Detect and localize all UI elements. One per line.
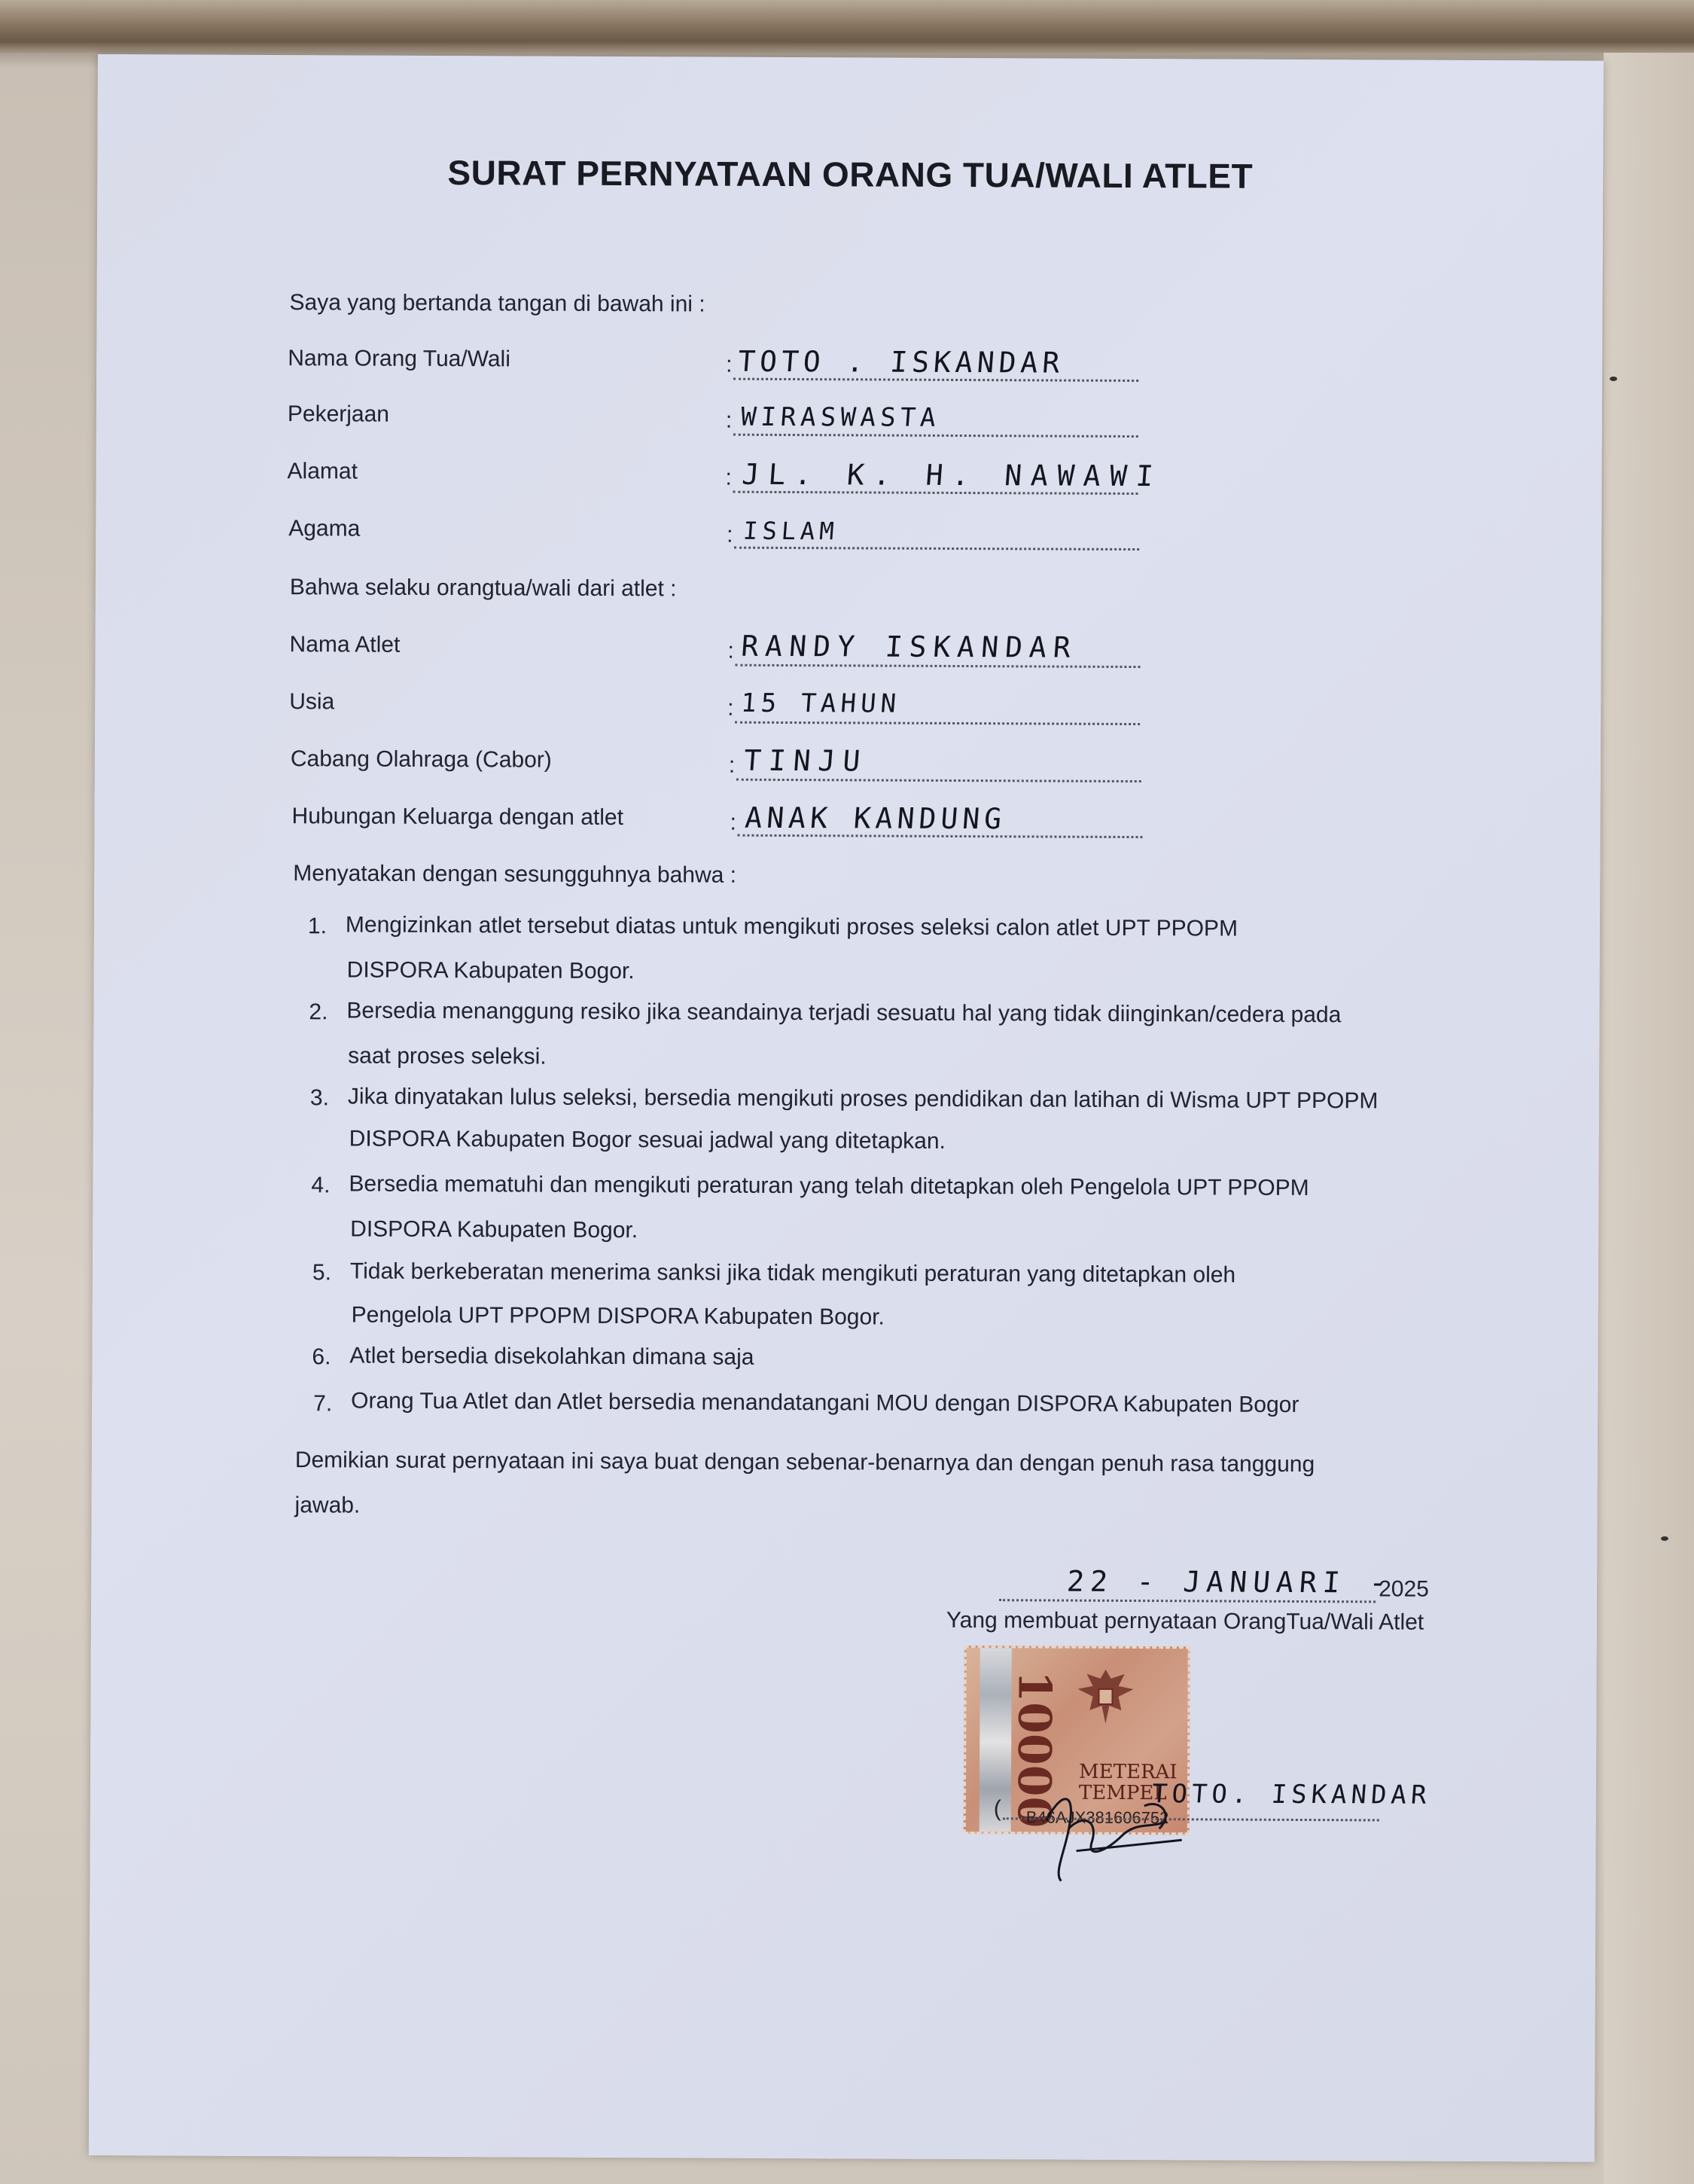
statement-number: 7. [313, 1391, 333, 1417]
stamp-label-line: METERAI [1078, 1760, 1178, 1784]
statement-line: Bersedia mematuhi dan mengikuti peraturan yang telah ditetapkan oleh Pengelola UPT PPOPM [349, 1171, 1309, 1201]
statement-line: Bersedia menanggung resiko jika seandainya terjadi sesuatu hal yang tidak diinginkan/cedera pada [346, 998, 1342, 1028]
stamp-value: 10000 [1007, 1670, 1061, 1829]
statement-line: DISPORA Kabupaten Bogor. [346, 957, 635, 984]
field-dotted-line [734, 547, 1139, 551]
intro-text: Saya yang bertanda tangan di bawah ini : [289, 290, 705, 317]
closing-paragraph-line: jawab. [294, 1493, 361, 1518]
field-dotted-line [735, 664, 1140, 668]
field-label-age: Usia [289, 689, 335, 715]
field-colon: : [727, 695, 734, 721]
date-handwritten: 22 - JANUARI - [1065, 1564, 1394, 1600]
field-colon: : [727, 522, 733, 548]
statement-line: saat proses seleksi. [348, 1043, 547, 1069]
field-colon: : [728, 752, 736, 778]
signer-caption: Yang membuat pernyataan OrangTua/Wali Atlet [946, 1607, 1424, 1635]
statement-line: Orang Tua Atlet dan Atlet bersedia menandatangani MOU dengan DISPORA Kabupaten Bogor [351, 1388, 1299, 1417]
statement-number: 1. [307, 914, 328, 939]
statement-intro-text: Menyatakan dengan sesungguhnya bahwa : [293, 861, 737, 888]
date-dotted-line [999, 1599, 1376, 1603]
field-value-address: JL. K. H. NAWAWI [740, 457, 1164, 493]
field-colon: : [730, 810, 736, 835]
statement-number: 3. [309, 1085, 330, 1111]
field-label-relationship: Hubungan Keluarga dengan atlet [291, 804, 624, 831]
background-speck [1610, 377, 1617, 381]
statement-number: 6. [312, 1344, 331, 1370]
stamp-label-line: TEMPEL [1078, 1781, 1167, 1805]
field-dotted-line [735, 721, 1140, 725]
signer-name: TOTO. ISKANDAR [1150, 1779, 1432, 1810]
document-title: SURAT PERNYATAAN ORANG TUA/WALI ATLET [447, 153, 1254, 196]
handwritten-signature [1031, 1775, 1257, 1889]
field-label-parent-name: Nama Orang Tua/Wali [288, 346, 510, 372]
field-label-religion: Agama [288, 516, 361, 541]
field-value-religion: ISLAM [742, 516, 839, 546]
signer-paren-open: ( [993, 1796, 1001, 1822]
statement-line: Pengelola UPT PPOPM DISPORA Kabupaten Bogor. [351, 1302, 885, 1330]
statement-line: Mengizinkan atlet tersebut diatas untuk mengikuti proses seleksi calon atlet UPT PPOPM [345, 912, 1239, 941]
field-value-sport: TINJU [742, 743, 869, 778]
closing-paragraph-line: Demikian surat pernyataan ini saya buat dengan sebenar-benarnya dan dengan penuh rasa tanggung [294, 1447, 1315, 1478]
field-value-occupation: WIRASWASTA [739, 401, 942, 433]
field-value-relationship: ANAK KANDUNG [743, 801, 1007, 836]
athlete-intro-text: Bahwa selaku orangtua/wali dari atlet : [289, 575, 677, 602]
field-value-parent-name: TOTO . ISKANDAR [736, 344, 1066, 380]
statement-number: 4. [311, 1173, 331, 1198]
garuda-emblem-icon [1071, 1664, 1139, 1739]
field-dotted-line [733, 434, 1138, 438]
field-colon: : [725, 465, 732, 490]
field-value-age: 15 TAHUN [739, 688, 902, 719]
field-dotted-line [736, 779, 1141, 782]
background-speck [1661, 1536, 1668, 1541]
wooden-ledge [0, 0, 1694, 53]
field-value-athlete-name: RANDY ISKANDAR [739, 629, 1079, 664]
field-label-occupation: Pekerjaan [287, 401, 390, 427]
field-colon: : [725, 407, 733, 433]
field-label-address: Alamat [287, 459, 358, 484]
date-year: 2025 [1379, 1576, 1429, 1602]
field-colon: : [726, 352, 733, 377]
field-label-sport: Cabang Olahraga (Cabor) [290, 746, 552, 773]
field-label-athlete-name: Nama Atlet [289, 632, 401, 657]
statement-number: 5. [312, 1260, 332, 1286]
field-colon: : [727, 638, 734, 663]
document-paper [89, 54, 1604, 2162]
statement-line: Atlet bersedia disekolahkan dimana saja [349, 1343, 754, 1370]
statement-line: Jika dinyatakan lulus seleksi, bersedia mengikuti proses pendidikan dan latihan di Wisma UPT PPOPM [347, 1084, 1379, 1114]
statement-line: DISPORA Kabupaten Bogor sesuai jadwal yang ditetapkan. [349, 1126, 946, 1154]
statement-line: DISPORA Kabupaten Bogor. [350, 1216, 638, 1243]
statement-line: Tidak berkeberatan menerima sanksi jika tidak mengikuti peraturan yang ditetapkan oleh [349, 1258, 1236, 1288]
background-wall [1604, 53, 1694, 2184]
stamp-serial: B46AJX381606752 [1025, 1807, 1169, 1828]
statement-number: 2. [309, 999, 328, 1025]
